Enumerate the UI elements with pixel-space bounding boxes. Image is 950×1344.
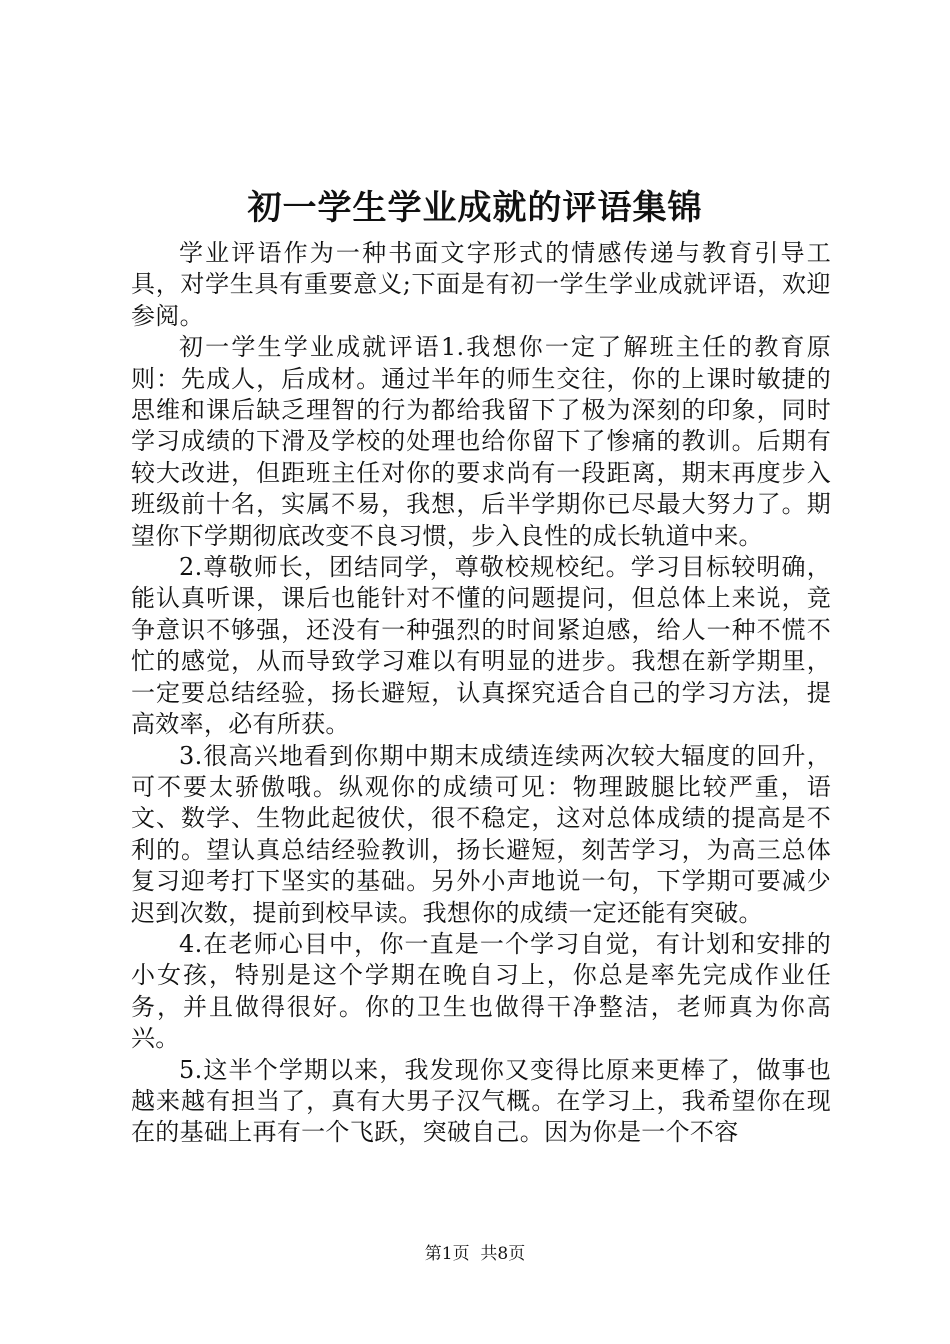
page-number: 第1页 [424,1244,470,1264]
intro-paragraph: 学业评语作为一种书面文字形式的情感传递与教育引导工具，对学生具有重要意义;下面是有初一学生学业成就评语，欢迎参阅。 [131,239,831,330]
comment-paragraph-3: 3.很高兴地看到你期中期末成绩连续两次较大辐度的回升，可不要太骄傲哦。纵观你的成绩可见：物理跛腿比较严重，语文、数学、生物此起彼伏，很不稳定，这对总体成绩的提高是不利的。望认真总结经验教训，扬长避短，刻苦学习，为高三总体复习迎考打下坚实的基础。另外小声地说一句，下学期可要减少迟到次数，提前到校早读。我想你的成绩一定还能有突破。 [131,741,831,927]
footer-separator [470,1244,481,1264]
comment-paragraph-2: 2.尊敬师长，团结同学，尊敬校规校纪。学习目标较明确，能认真听课，课后也能针对不懂的问题提问，但总体上来说，竞争意识不够强，还没有一种强烈的时间紧迫感，给人一种不慌不忙的感觉，从而导致学习难以有明显的进步。我想在新学期里，一定要总结经验，扬长避短，认真探究适合自己的学习方法，提高效率，必有所获。 [131,553,831,739]
page-title: 初一学生学业成就的评语集锦 [247,188,703,228]
comment-paragraph-5: 5.这半个学期以来，我发现你又变得比原来更棒了，做事也越来越有担当了，真有大男子汉气概。在学习上，我希望你在现在的基础上再有一个飞跃，突破自己。因为你是一个不容 [131,1055,831,1147]
comment-paragraph-1: 初一学生学业成就评语1.我想你一定了解班主任的教育原则：先成人，后成材。通过半年的师生交往，你的上课时敏捷的思维和课后缺乏理智的行为都给我留下了极为深刻的印象，同时学习成绩的下滑及学校的处理也给你留下了惨痛的教训。后期有较大改进，但距班主任对你的要求尚有一段距离，期末再度步入班级前十名，实属不易，我想，后半学期你已尽最大努力了。期望你下学期彻底改变不良习惯，步入良性的成长轨道中来。 [131,333,831,550]
page-footer [0,1242,950,1266]
document-body [131,238,831,1149]
comment-paragraph-4: 4.在老师心目中，你一直是一个学习自觉，有计划和安排的小女孩，特别是这个学期在晚自习上，你总是率先完成作业任务，并且做得很好。你的卫生也做得干净整洁，老师真为你高兴。 [131,929,831,1053]
page-total: 共8页 [480,1244,526,1264]
